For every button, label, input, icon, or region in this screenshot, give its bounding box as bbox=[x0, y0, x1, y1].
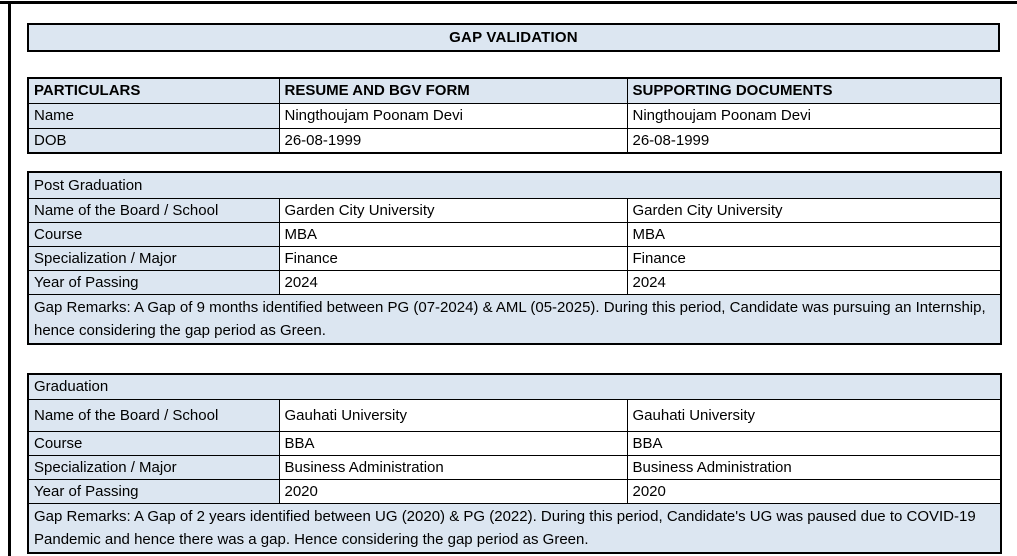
table-row bbox=[28, 399, 1001, 431]
section-header-row bbox=[28, 172, 1001, 198]
table-row bbox=[28, 455, 1001, 479]
resume-value-cell: Garden City University bbox=[279, 198, 627, 222]
row-label-cell: Course bbox=[28, 222, 279, 246]
header-cell-supporting: SUPPORTING DOCUMENTS bbox=[627, 78, 1001, 103]
table-row bbox=[28, 128, 1001, 153]
page-title bbox=[27, 23, 1000, 52]
header-cell-particulars: PARTICULARS bbox=[28, 78, 279, 103]
section-title: Post Graduation bbox=[28, 172, 1001, 198]
row-label-cell: Year of Passing bbox=[28, 270, 279, 294]
supporting-value-cell: Business Administration bbox=[627, 455, 1001, 479]
table-row bbox=[28, 270, 1001, 294]
section-title: Graduation bbox=[28, 374, 1001, 399]
table-header-row bbox=[28, 78, 1001, 103]
gap-remarks-cell: Gap Remarks: A Gap of 9 months identified between PG (07-2024) & AML (05-2025). During this period, Candidate was pursuing an Internship, hence considering the gap period as Green. bbox=[28, 294, 1001, 344]
resume-value-cell: Finance bbox=[279, 246, 627, 270]
supporting-value-cell: BBA bbox=[627, 431, 1001, 455]
table-row bbox=[28, 479, 1001, 503]
supporting-value-cell: 26-08-1999 bbox=[627, 128, 1001, 153]
row-label-cell: Name bbox=[28, 103, 279, 128]
resume-value-cell: 2020 bbox=[279, 479, 627, 503]
page-border-top bbox=[0, 1, 1017, 4]
supporting-value-cell: Garden City University bbox=[627, 198, 1001, 222]
table-row bbox=[28, 222, 1001, 246]
resume-value-cell: Gauhati University bbox=[279, 399, 627, 431]
row-label-cell: Course bbox=[28, 431, 279, 455]
row-label-cell: Year of Passing bbox=[28, 479, 279, 503]
post-graduation-table bbox=[27, 171, 1002, 345]
resume-value-cell: MBA bbox=[279, 222, 627, 246]
resume-value-cell: Ningthoujam Poonam Devi bbox=[279, 103, 627, 128]
section-header-row bbox=[28, 374, 1001, 399]
supporting-value-cell: 2024 bbox=[627, 270, 1001, 294]
supporting-value-cell: Finance bbox=[627, 246, 1001, 270]
row-label-cell: Specialization / Major bbox=[28, 455, 279, 479]
supporting-value-cell: Gauhati University bbox=[627, 399, 1001, 431]
supporting-value-cell: MBA bbox=[627, 222, 1001, 246]
gap-remarks-cell: Gap Remarks: A Gap of 2 years identified between UG (2020) & PG (2022). During this period, Candidate's UG was paused due to COVID-19 Pandemic and hence there was a gap. Hence considering the gap period as Green. bbox=[28, 503, 1001, 553]
supporting-value-cell: 2020 bbox=[627, 479, 1001, 503]
particulars-table bbox=[27, 77, 1002, 154]
table-row bbox=[28, 103, 1001, 128]
table-row bbox=[28, 246, 1001, 270]
resume-value-cell: 2024 bbox=[279, 270, 627, 294]
supporting-value-cell: Ningthoujam Poonam Devi bbox=[627, 103, 1001, 128]
resume-value-cell: 26-08-1999 bbox=[279, 128, 627, 153]
gap-remarks-row bbox=[28, 503, 1001, 553]
table-row bbox=[28, 198, 1001, 222]
row-label-cell: Name of the Board / School bbox=[28, 198, 279, 222]
page-border-left bbox=[8, 1, 11, 556]
row-label-cell: DOB bbox=[28, 128, 279, 153]
graduation-table bbox=[27, 373, 1002, 554]
page-title-text: GAP VALIDATION bbox=[449, 29, 578, 46]
resume-value-cell: BBA bbox=[279, 431, 627, 455]
row-label-cell: Name of the Board / School bbox=[28, 399, 279, 431]
resume-value-cell: Business Administration bbox=[279, 455, 627, 479]
table-row bbox=[28, 431, 1001, 455]
row-label-cell: Specialization / Major bbox=[28, 246, 279, 270]
header-cell-resume: RESUME AND BGV FORM bbox=[279, 78, 627, 103]
gap-remarks-row bbox=[28, 294, 1001, 344]
